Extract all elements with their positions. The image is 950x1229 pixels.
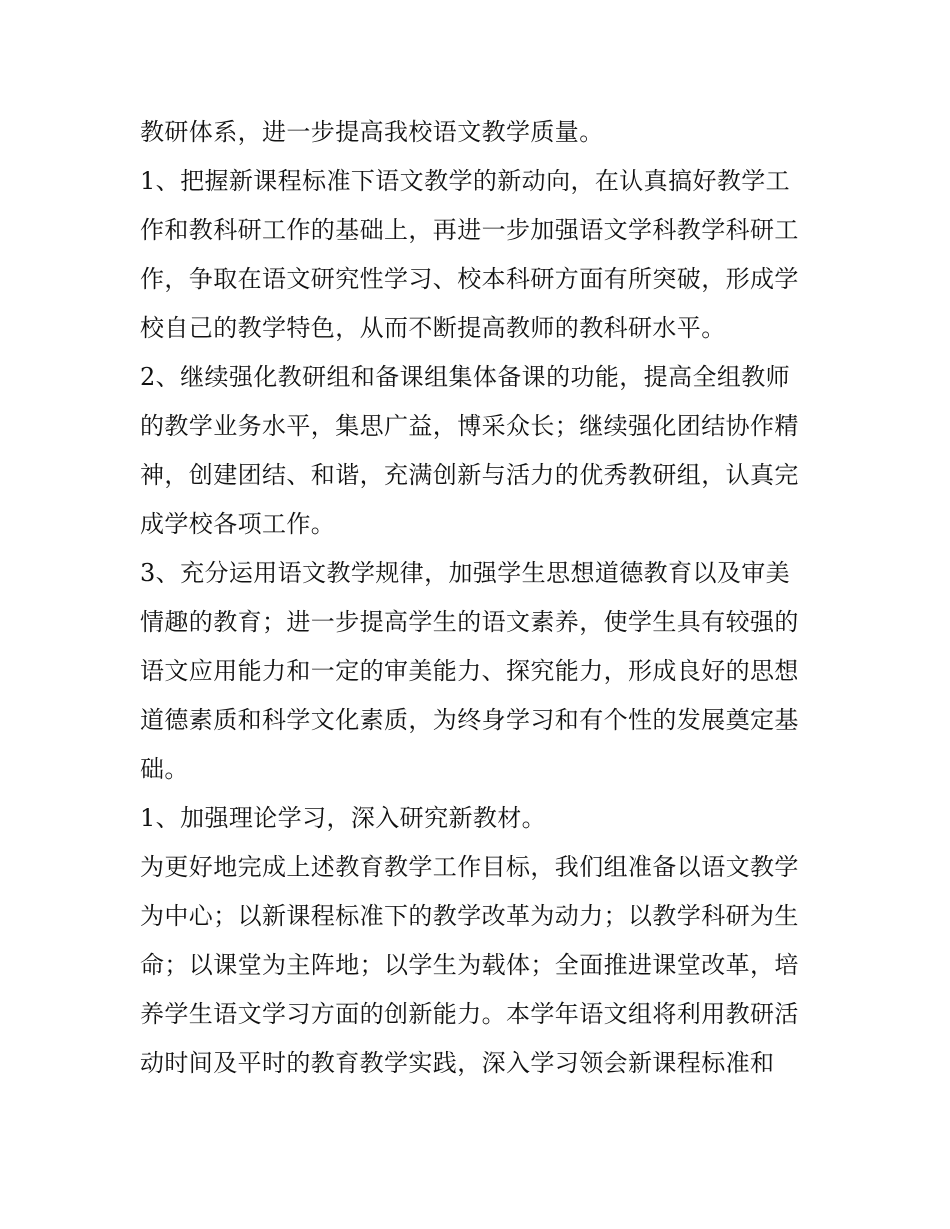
text-line: 础。 (140, 755, 189, 783)
text-line: 的教学业务水平，集思广益，博采众长；继续强化团结协作精 (140, 412, 799, 440)
text-line: 道德素质和科学文化素质，为终身学习和有个性的发展奠定基 (140, 706, 799, 734)
text-line: 作，争取在语文研究性学习、校本科研方面有所突破，形成学 (140, 265, 799, 293)
text-line: 教研体系，进一步提高我校语文教学质量。 (140, 118, 604, 146)
text-line: 养学生语文学习方面的创新能力。本学年语文组将利用教研活 (140, 1000, 799, 1028)
text-line: 1、加强理论学习，深入研究新教材。 (140, 804, 547, 832)
text-line: 动时间及平时的教育教学实践，深入学习领会新课程标准和 (140, 1049, 775, 1077)
text-line: 1、把握新课程标准下语文教学的新动向，在认真搞好教学工 (140, 167, 791, 195)
text-line: 2、继续强化教研组和备课组集体备课的功能，提高全组教师 (140, 363, 791, 391)
text-line: 成学校各项工作。 (140, 510, 336, 538)
text-line: 语文应用能力和一定的审美能力、探究能力，形成良好的思想 (140, 657, 799, 685)
text-line: 为中心；以新课程标准下的教学改革为动力；以教学科研为生 (140, 902, 799, 930)
text-line: 3、充分运用语文教学规律，加强学生思想道德教育以及审美 (140, 559, 791, 587)
text-line: 校自己的教学特色，从而不断提高教师的教科研水平。 (140, 314, 726, 342)
text-line: 为更好地完成上述教育教学工作目标，我们组准备以语文教学 (140, 853, 799, 881)
text-line: 命；以课堂为主阵地；以学生为载体；全面推进课堂改革，培 (140, 951, 799, 979)
text-line: 神，创建团结、和谐，充满创新与活力的优秀教研组，认真完 (140, 461, 799, 489)
document-body (140, 108, 820, 1088)
text-line: 作和教科研工作的基础上，再进一步加强语文学科教学科研工 (140, 216, 799, 244)
text-line: 情趣的教育；进一步提高学生的语文素养，使学生具有较强的 (140, 608, 799, 636)
